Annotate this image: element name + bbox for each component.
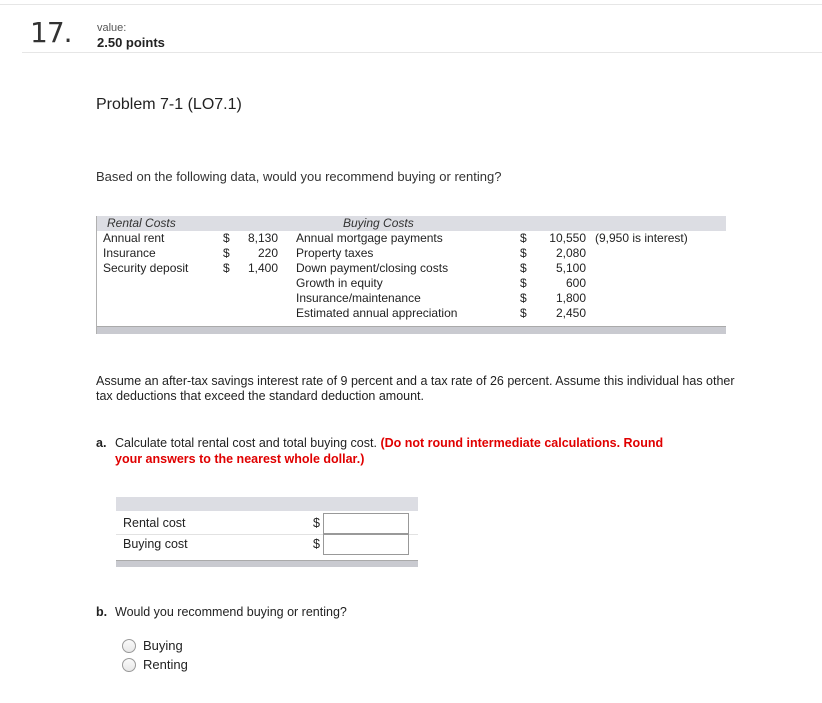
buying-costs-header: Buying Costs: [343, 216, 414, 230]
buying-row-label: Annual mortgage payments: [296, 231, 443, 245]
rental-cost-currency: $: [313, 516, 320, 530]
part-a-question: [96, 435, 716, 467]
rental-cost-input[interactable]: [323, 513, 409, 534]
buying-row-amount: 2,450: [555, 306, 586, 320]
answer-table-footer-bar: [116, 560, 418, 567]
buying-row-amount: 2,080: [555, 246, 586, 260]
buying-row-currency: $: [520, 276, 527, 290]
buying-row-label: Down payment/closing costs: [296, 261, 449, 275]
part-a-instruction-line1: (Do not round intermediate calculations. Round: [380, 436, 664, 450]
value-label: value:: [97, 22, 127, 34]
rental-costs-header: Rental Costs: [107, 216, 176, 230]
buying-row-currency: $: [520, 306, 527, 320]
rental-row-amount: 220: [257, 246, 278, 260]
buying-row-label: Estimated annual appreciation: [296, 306, 458, 320]
points-value: 2.50 points: [97, 35, 165, 50]
answer-table-header-bar: [116, 497, 418, 511]
option-renting-label[interactable]: Renting: [143, 657, 188, 672]
buying-row-note: (9,950 is interest): [595, 231, 688, 245]
problem-intro: Based on the following data, would you recommend buying or renting?: [96, 169, 502, 184]
buying-row-amount: 1,800: [555, 291, 586, 305]
part-a-label: a.: [96, 436, 107, 450]
part-b-text: Would you recommend buying or renting?: [115, 605, 347, 619]
header-divider: [22, 52, 822, 53]
top-divider: [0, 4, 822, 5]
buying-row-amount: 600: [565, 276, 586, 290]
rental-row-currency: $: [223, 261, 230, 275]
data-table-left-border: [96, 216, 97, 334]
rental-cost-label: Rental cost: [123, 516, 186, 530]
buying-row-label: Property taxes: [296, 246, 374, 260]
part-a-text: Calculate total rental cost and total buying cost.: [115, 436, 377, 450]
radio-button-icon[interactable]: [122, 658, 136, 672]
buying-row-currency: $: [520, 246, 527, 260]
rental-row-amount: 8,130: [247, 231, 278, 245]
buying-row-currency: $: [520, 291, 527, 305]
radio-button-icon[interactable]: [122, 639, 136, 653]
question-number: 17.: [30, 16, 72, 49]
rental-row-currency: $: [223, 231, 230, 245]
rental-row-label: Annual rent: [103, 231, 165, 245]
rental-row-currency: $: [223, 246, 230, 260]
buying-row-amount: 10,550: [549, 231, 586, 245]
buying-row-label: Growth in equity: [296, 276, 383, 290]
option-buying-label[interactable]: Buying: [143, 638, 183, 653]
problem-title: Problem 7-1 (LO7.1): [96, 96, 242, 113]
buying-row-currency: $: [520, 231, 527, 245]
part-a-instruction-line2: your answers to the nearest whole dollar.): [115, 452, 365, 466]
part-b-label: b.: [96, 605, 108, 619]
buying-cost-label: Buying cost: [123, 537, 188, 551]
answer-row-buying-cost: [116, 533, 418, 555]
part-b-question: [96, 605, 347, 619]
rental-row-label: Security deposit: [103, 261, 189, 275]
rental-row-label: Insurance: [103, 246, 156, 260]
data-table-footer-bar: [97, 326, 726, 334]
assumption-text: Assume an after-tax savings interest rate of 9 percent and a tax rate of 26 percent. Assume this individual has other tax deductions that exceed the standard deduction amount.: [96, 374, 735, 403]
rental-row-amount: 1,400: [247, 261, 278, 275]
answer-row-rental-cost: [116, 512, 418, 534]
buying-cost-currency: $: [313, 537, 320, 551]
buying-row-label: Insurance/maintenance: [296, 291, 421, 305]
buying-row-currency: $: [520, 261, 527, 275]
buying-row-amount: 5,100: [555, 261, 586, 275]
buying-cost-input[interactable]: [323, 534, 409, 555]
